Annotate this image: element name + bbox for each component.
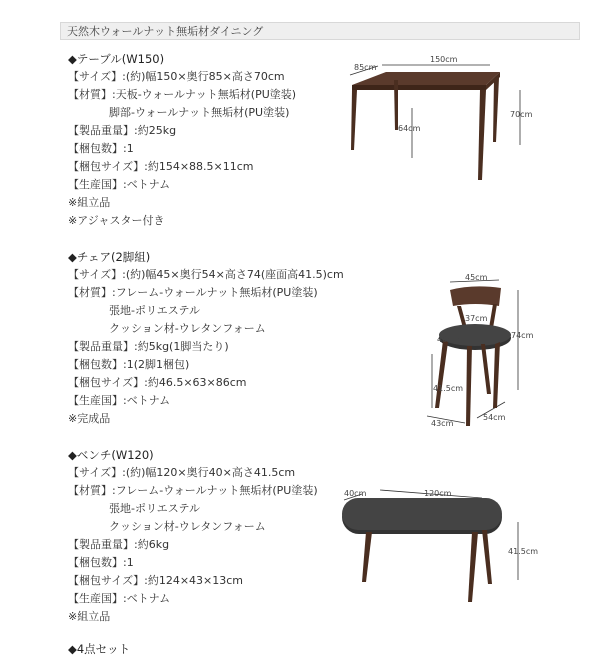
spec-line: 【梱包数】:1	[68, 556, 134, 569]
spec-line: 【製品重量】:約6kg	[68, 538, 170, 551]
spec-line: 脚部-ウォールナット無垢材(PU塗装)	[109, 106, 290, 119]
spec-line: 【梱包数】:1(2脚1梱包)	[68, 358, 190, 371]
set-spec	[68, 640, 130, 658]
chair-illustration	[415, 268, 555, 436]
spec-line: ※組立品	[68, 196, 111, 209]
set-title: ◆4点セット	[68, 642, 131, 656]
dim-depth: 85cm	[354, 63, 377, 72]
dim-chair-depth: 54cm	[483, 413, 506, 422]
bench-spec	[68, 446, 318, 626]
spec-line: ※完成品	[68, 412, 111, 425]
spec-line: 張地-ポリエステル	[109, 304, 200, 317]
spec-line: 【梱包数】:1	[68, 142, 134, 155]
spec-line: ※組立品	[68, 610, 111, 623]
dim-chair-height: 74cm	[511, 331, 534, 340]
dim-bench-depth: 40cm	[344, 489, 367, 498]
spec-line: 【生産国】:ベトナム	[68, 178, 171, 191]
dim-bench-width: 120cm	[424, 489, 452, 498]
table-spec	[68, 50, 296, 230]
table-title: ◆テーブル(W150)	[68, 52, 165, 66]
spec-line: 【生産国】:ベトナム	[68, 394, 171, 407]
spec-line: 【梱包サイズ】:約46.5×63×86cm	[68, 376, 247, 389]
dim-chair-seat: 40cm	[437, 335, 460, 344]
spec-line: ※アジャスター付き	[68, 214, 165, 227]
spec-line: 【サイズ】:(約)幅45×奥行54×高さ74(座面高41.5)cm	[68, 268, 344, 281]
table-illustration	[330, 50, 590, 200]
spec-line: 【梱包サイズ】:約154×88.5×11cm	[68, 160, 254, 173]
dim-chair-back: 37cm	[465, 314, 488, 323]
spec-line: 【生産国】:ベトナム	[68, 592, 171, 605]
spec-line: 【サイズ】:(約)幅150×奥行85×高さ70cm	[68, 70, 285, 83]
spec-line: 【製品重量】:約5kg(1脚当たり)	[68, 340, 229, 353]
spec-line: クッション材-ウレタンフォーム	[109, 520, 266, 533]
dim-leg: 64cm	[398, 124, 421, 133]
spec-line: 【サイズ】:(約)幅120×奥行40×高さ41.5cm	[68, 466, 296, 479]
dim-chair-width: 43cm	[431, 419, 454, 428]
dim-chair-top: 45cm	[465, 273, 488, 282]
spec-line: クッション材-ウレタンフォーム	[109, 322, 266, 335]
page-header: 天然木ウォールナット無垢材ダイニング	[60, 22, 580, 40]
spec-line: 【梱包サイズ】:約124×43×13cm	[68, 574, 244, 587]
chair-spec	[68, 248, 344, 428]
spec-line: 【材質】:フレーム-ウォールナット無垢材(PU塗装)	[68, 484, 318, 497]
bench-title: ◆ベンチ(W120)	[68, 448, 154, 462]
bench-illustration	[332, 484, 562, 604]
chair-title: ◆チェア(2脚組)	[68, 250, 151, 264]
dim-chair-seat-height: 41.5cm	[433, 384, 464, 393]
dim-bench-height: 41.5cm	[508, 547, 539, 556]
spec-line: 【製品重量】:約25kg	[68, 124, 177, 137]
spec-line: 【材質】:天板-ウォールナット無垢材(PU塗装)	[68, 88, 297, 101]
spec-line: 【材質】:フレーム-ウォールナット無垢材(PU塗装)	[68, 286, 318, 299]
dim-width: 150cm	[430, 55, 458, 64]
dim-height: 70cm	[510, 110, 533, 119]
spec-line: 張地-ポリエステル	[109, 502, 200, 515]
